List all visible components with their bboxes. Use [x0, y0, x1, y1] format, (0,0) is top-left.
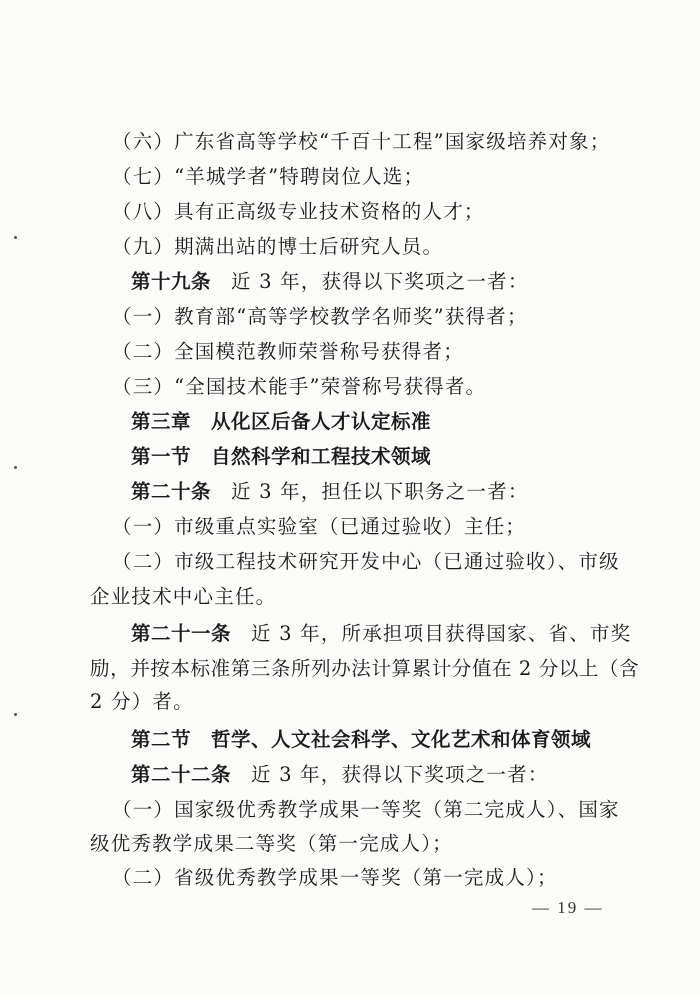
article-title: 第二十一条 — [131, 622, 232, 645]
article-21-continued-2: 2 分）者。 — [90, 690, 194, 713]
clause-2: （二）全国模范教师荣誉称号获得者； — [112, 340, 464, 363]
article-text: 近 3 年，获得以下奖项之一者： — [231, 270, 529, 293]
article-text: 近 3 年，担任以下职务之一者： — [231, 480, 529, 503]
article-title: 第十九条 — [131, 270, 212, 293]
clause-6: （六）广东省高等学校“千百十工程”国家级培养对象； — [112, 130, 611, 153]
clause-2: （二）市级工程技术研究开发中心（已通过验收）、市级 — [112, 550, 620, 573]
clause-2-continued: 企业技术中心主任。 — [90, 585, 277, 608]
clause-1: （一）国家级优秀教学成果一等奖（第二完成人）、国家 — [112, 798, 620, 821]
section-label: 第二节 — [131, 728, 192, 751]
article-21-continued: 励，并按本标准第三条所列办法计算累计分值在 2 分以上（含 — [90, 657, 640, 680]
clause-1: （一）市级重点实验室（已通过验收）主任； — [112, 515, 527, 538]
scan-mark — [14, 466, 17, 469]
article-title: 第二十二条 — [131, 763, 232, 786]
article-20 — [131, 480, 671, 504]
clause-1-continued: 级优秀教学成果二等奖（第一完成人）； — [90, 832, 453, 855]
article-21 — [131, 622, 671, 646]
scan-mark — [14, 236, 17, 239]
clause-2: （二）省级优秀教学成果一等奖（第一完成人）； — [112, 866, 558, 889]
clause-3: （三）“全国技术能手”荣誉称号获得者。 — [112, 375, 487, 398]
article-19 — [131, 270, 671, 294]
section-title: 自然科学和工程技术领域 — [211, 445, 432, 468]
clause-9: （九）期满出站的博士后研究人员。 — [112, 235, 444, 258]
clause-8: （八）具有正高级专业技术资格的人才； — [112, 200, 485, 223]
clause-1: （一）教育部“高等学校教学名师奖”获得者； — [112, 305, 528, 328]
article-text: 近 3 年，获得以下奖项之一者： — [251, 763, 549, 786]
section-2-heading — [131, 728, 671, 752]
section-label: 第一节 — [131, 445, 192, 468]
clause-7: （七）“羊城学者”特聘岗位人选； — [112, 165, 425, 188]
scan-mark — [14, 713, 17, 716]
section-title: 哲学、人文社会科学、文化艺术和体育领域 — [211, 728, 592, 751]
article-22 — [131, 763, 671, 787]
chapter-heading: 第三章 从化区后备人才认定标准 — [131, 410, 432, 433]
section-1-heading — [131, 445, 671, 469]
page-number: — 19 — — [532, 898, 604, 917]
article-title: 第二十条 — [131, 480, 212, 503]
article-text: 近 3 年，所承担项目获得国家、省、市奖 — [251, 622, 632, 645]
